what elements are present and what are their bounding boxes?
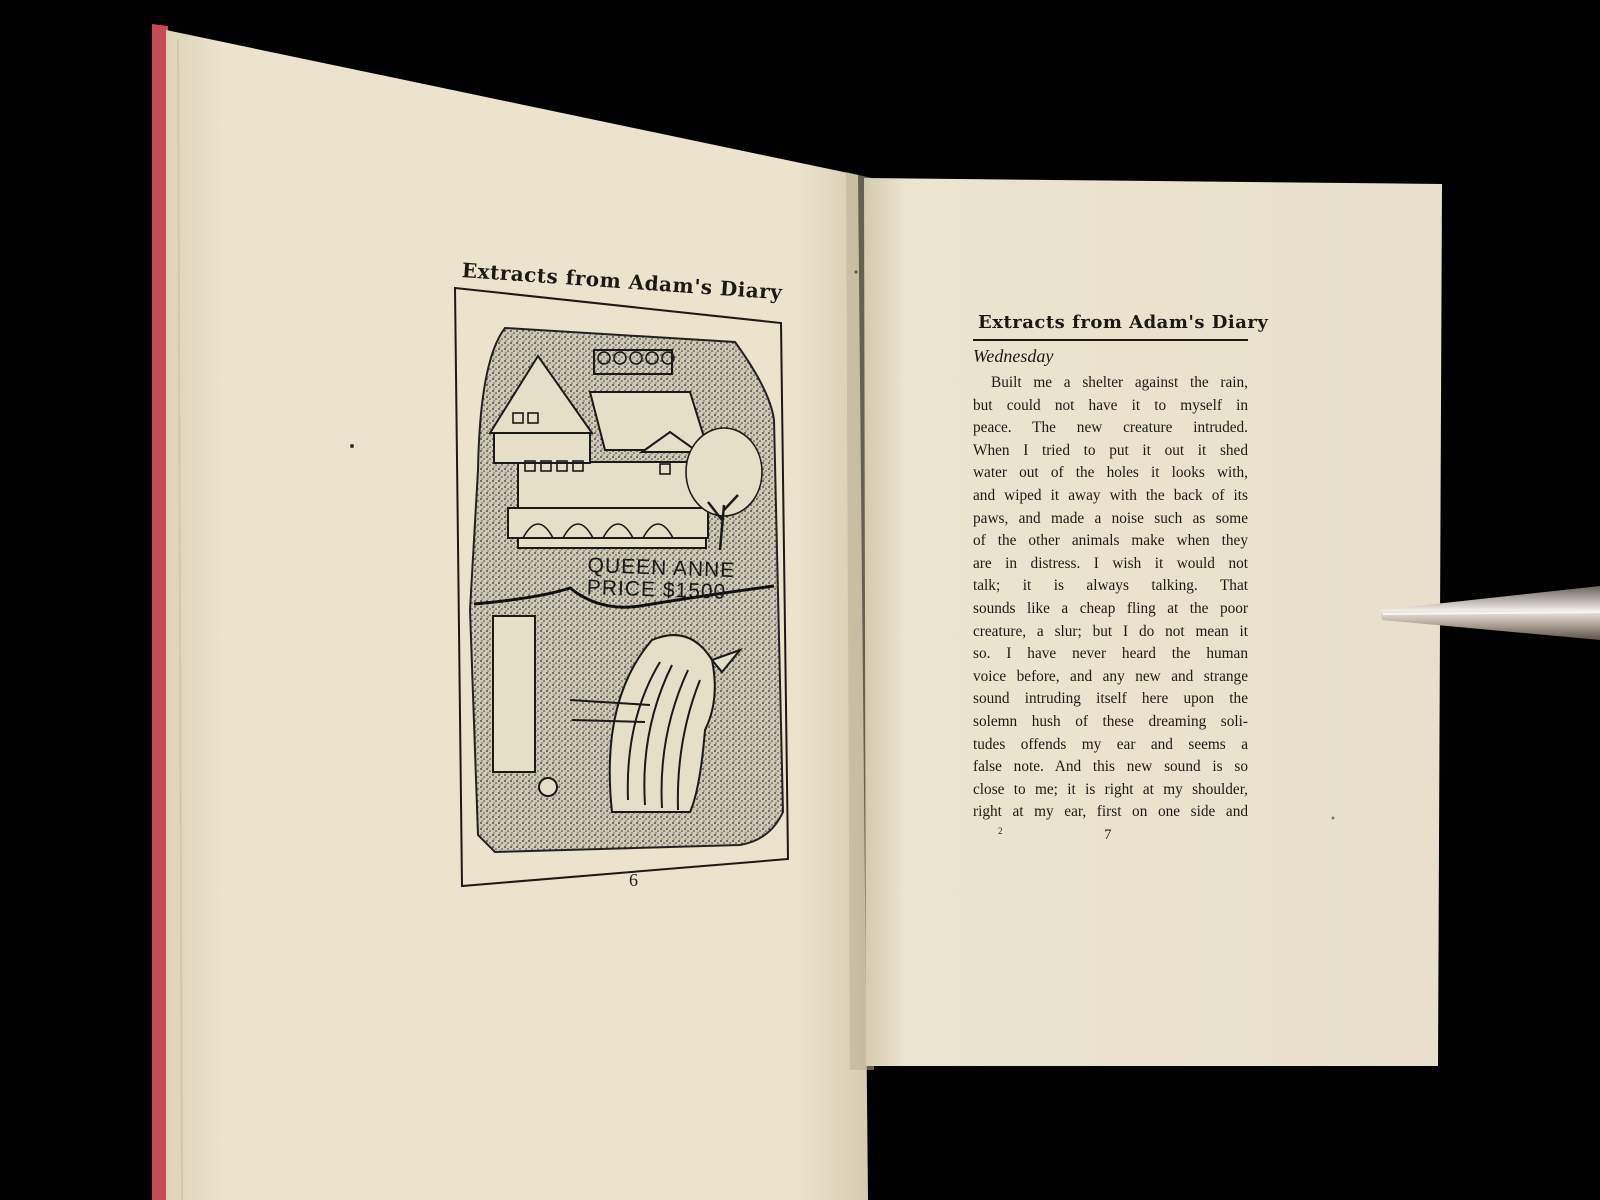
day-heading: Wednesday [973, 346, 1054, 366]
right-running-head: Extracts from Adam's Diary [978, 312, 1269, 333]
text-line: close to me; it is right at my shoulder, [973, 780, 1248, 798]
left-page-number: 6 [629, 870, 638, 890]
signature-mark: 2 [998, 826, 1003, 836]
text-line: paws, and made a noise such as some [973, 509, 1248, 527]
text-line: and wiped it away with the back of its [973, 486, 1248, 504]
diary-body-text [973, 372, 1248, 824]
text-line: tudes offends my ear and seems a [973, 735, 1248, 753]
text-line: are in distress. I wish it would not [973, 554, 1248, 572]
running-head-rule [973, 339, 1248, 341]
inscription-line: PRICE $1500 [586, 575, 727, 604]
text-line: false note. And this new sound is so [973, 758, 1248, 776]
text-line: but could not have it to myself in [973, 396, 1248, 414]
text-line: so. I have never heard the human [973, 645, 1248, 663]
text-line: sounds like a cheap fling at the poor [973, 599, 1248, 617]
text-line: water out of the holes it looks with, [973, 464, 1248, 482]
text-line: solemn hush of these dreaming soli- [973, 712, 1248, 730]
text-line: voice before, and any new and strange [973, 667, 1248, 685]
text-line: talk; it is always talking. That [973, 577, 1248, 595]
book-cover-edge [152, 24, 168, 1200]
text-line: sound intruding itself here upon the [973, 690, 1248, 708]
text-line: creature, a slur; but I do not mean it [973, 622, 1248, 640]
text-line: When I tried to put it out it shed [973, 441, 1248, 459]
paper-speck [350, 444, 354, 448]
text-line: of the other animals make when they [973, 532, 1248, 550]
paper-speck [1332, 817, 1335, 820]
stone-inscription [586, 555, 757, 605]
inscription-line: QUEEN ANNE [587, 554, 736, 583]
left-running-head: Extracts from Adam's Diary [461, 258, 784, 305]
right-page-number: 7 [1104, 827, 1112, 843]
text-line: Built me a shelter against the rain, [991, 374, 1248, 391]
text-line: right at my ear, first on one side and [973, 803, 1248, 821]
text-line: peace. The new creature intruded. [973, 419, 1248, 437]
paper-speck [855, 271, 858, 274]
